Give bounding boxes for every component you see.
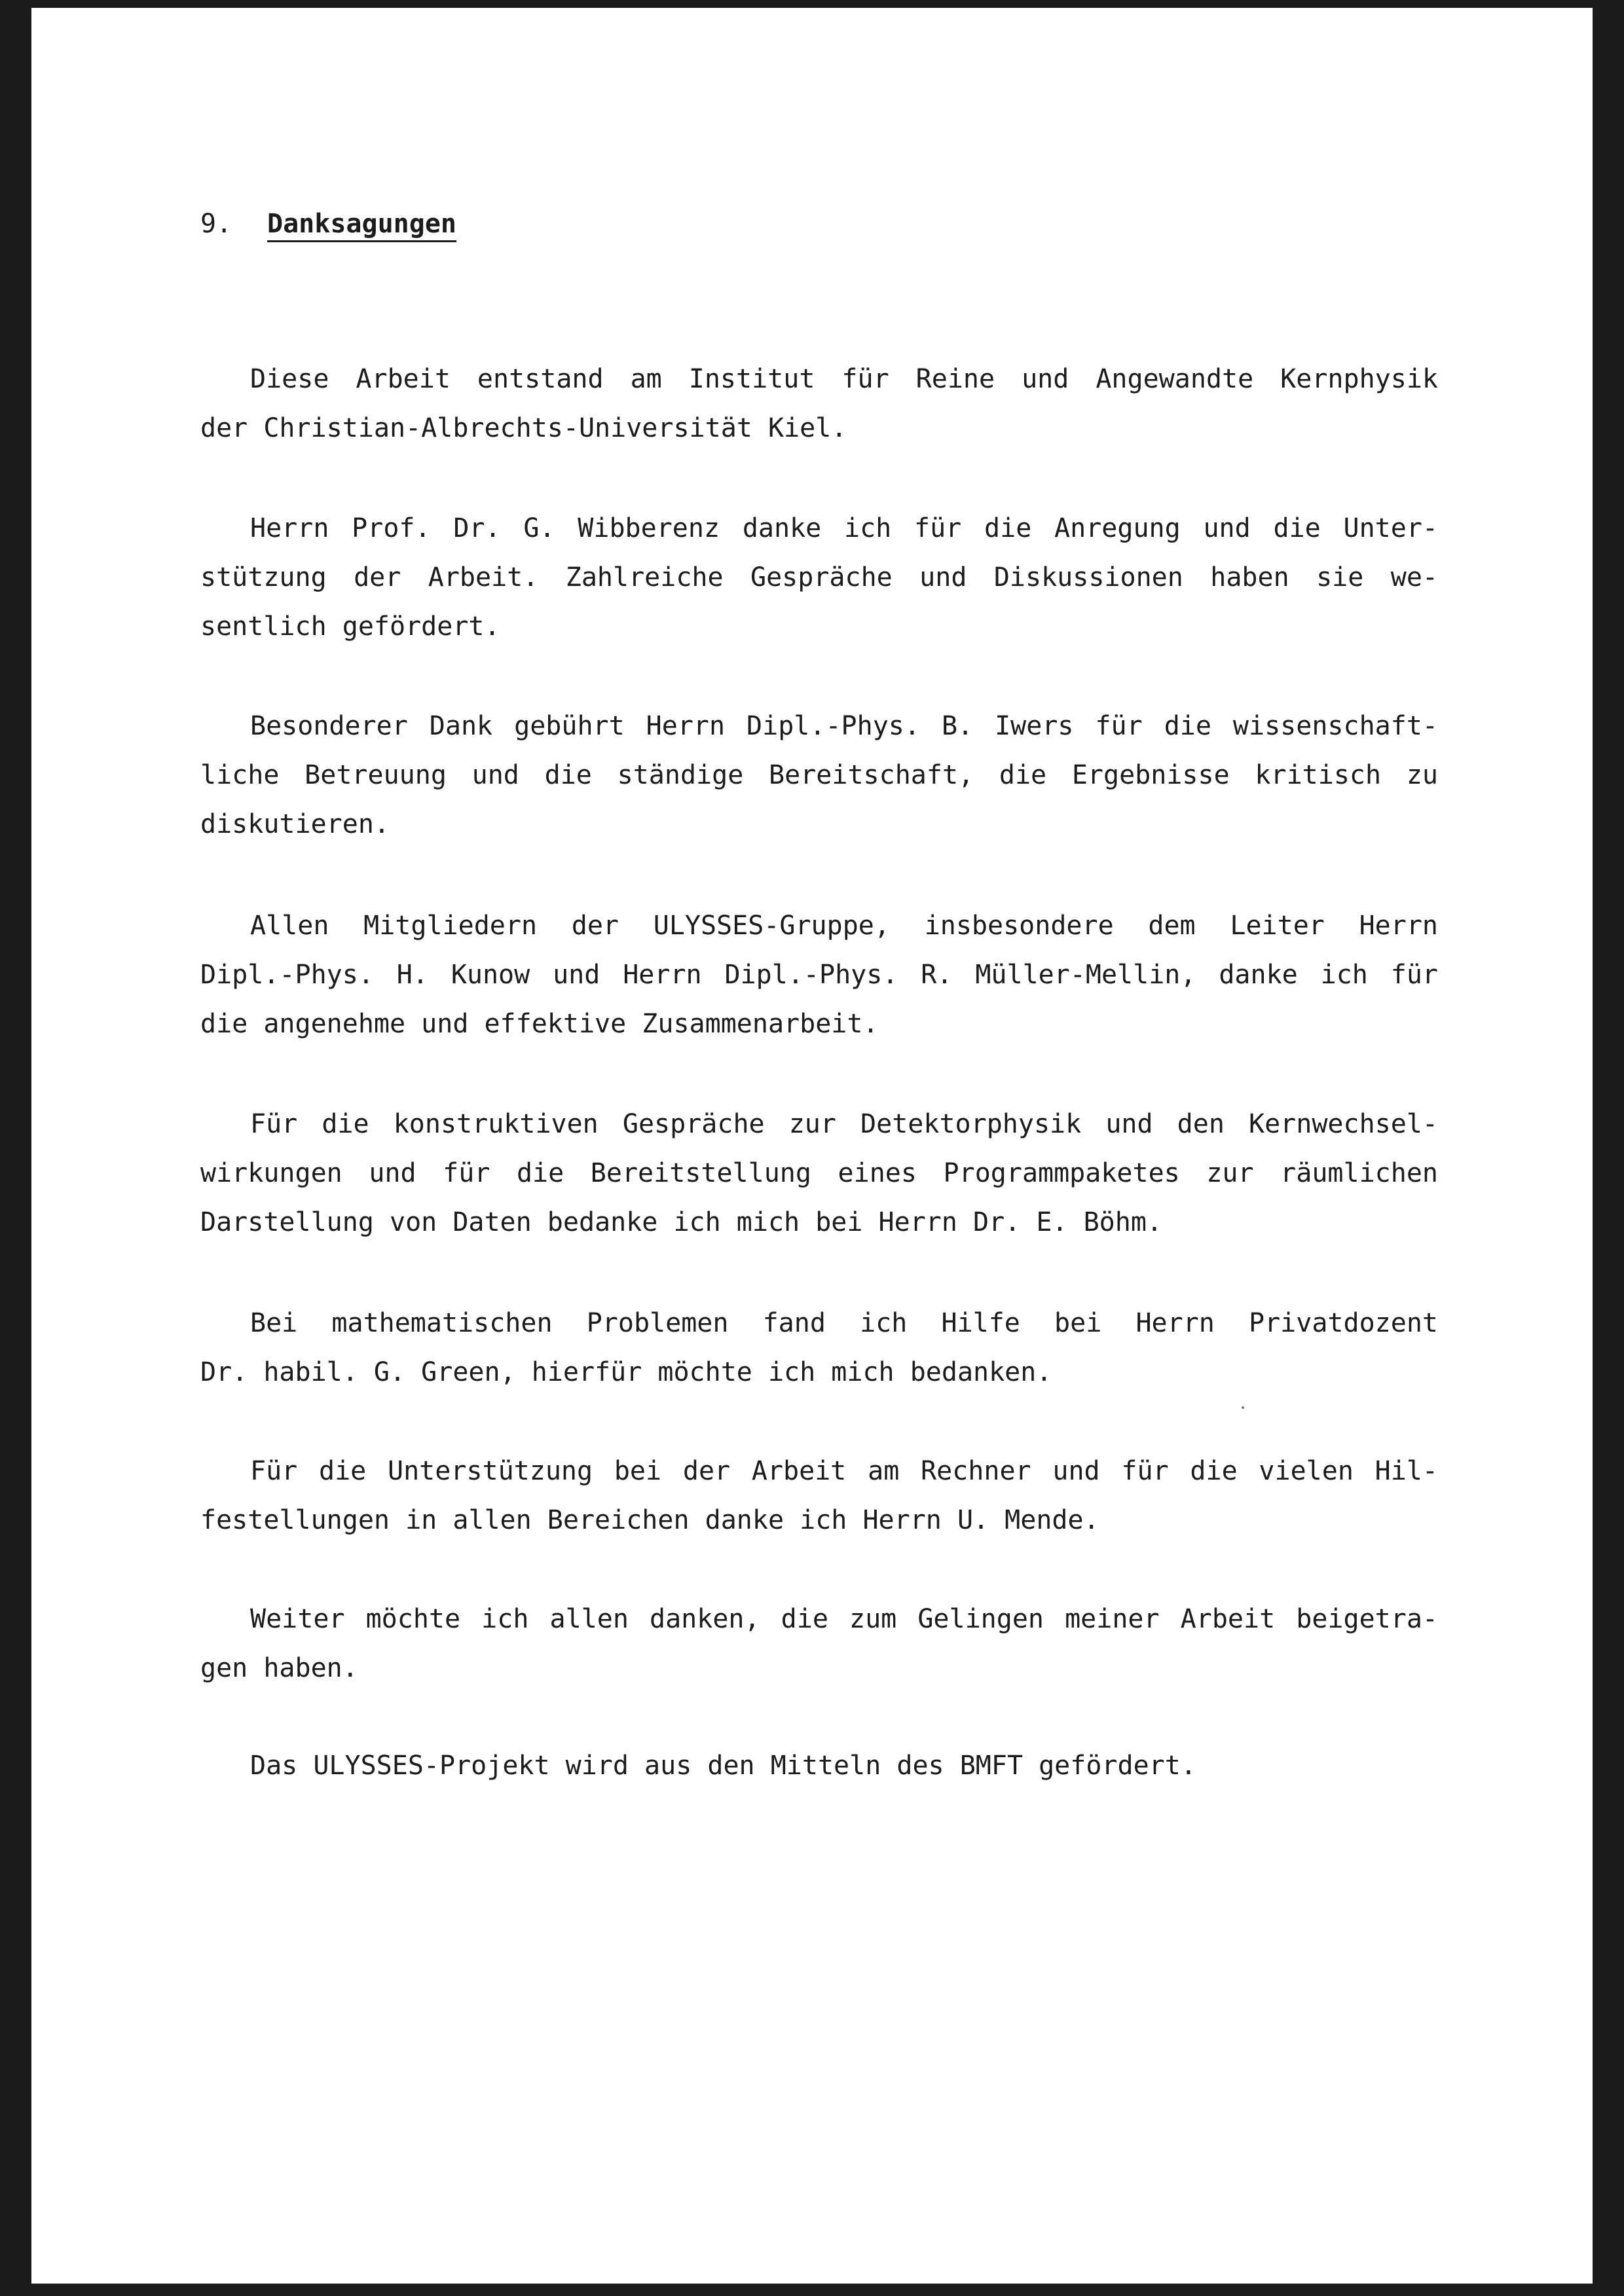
- paragraph-line: Weiter möchte ich allen danken, die zum Gelingen meiner Arbeit beigetra-: [250, 1604, 1438, 1634]
- paragraph-line: Besonderer Dank gebührt Herrn Dipl.-Phys. B. Iwers für die wissenschaft-: [250, 711, 1438, 741]
- paragraph-wibberenz: [200, 504, 1438, 651]
- paragraph-line: Das ULYSSES-Projekt wird aus den Mitteln des BMFT gefördert.: [250, 1751, 1196, 1781]
- paragraph-institute: [200, 355, 1438, 453]
- paragraph-line: Darstellung von Daten bedanke ich mich bei Herrn Dr. E. Böhm.: [200, 1207, 1163, 1237]
- paragraph-line: Allen Mitgliedern der ULYSSES-Gruppe, insbesondere dem Leiter Herrn: [250, 911, 1438, 941]
- paragraph-funding: [200, 1741, 1438, 1791]
- paragraph-line: liche Betreuung und die ständige Bereitschaft, die Ergebnisse kritisch zu: [200, 760, 1438, 790]
- paragraph-iwers: [200, 702, 1438, 849]
- paragraph-line: Für die Unterstützung bei der Arbeit am Rechner und für die vielen Hil-: [250, 1456, 1438, 1486]
- paragraph-line: die angenehme und effektive Zusammenarbeit.: [200, 1009, 879, 1039]
- paragraph-line: Bei mathematischen Problemen fand ich Hilfe bei Herrn Privatdozent: [250, 1308, 1438, 1338]
- paragraph-ulysses-group: [200, 902, 1438, 1049]
- section-number: 9.: [200, 209, 232, 239]
- paragraph-thanks-all: [200, 1595, 1438, 1693]
- section-title: Danksagungen: [267, 209, 456, 239]
- paragraph-line: festellungen in allen Bereichen danke ich Herrn U. Mende.: [200, 1505, 1099, 1535]
- paragraph-line: sentlich gefördert.: [200, 611, 500, 642]
- section-heading: [200, 211, 456, 237]
- paragraph-line: wirkungen und für die Bereitstellung eines Programmpaketes zur räumlichen: [200, 1158, 1438, 1188]
- paragraph-line: Dr. habil. G. Green, hierfür möchte ich mich bedanken.: [200, 1357, 1052, 1387]
- paragraph-line: gen haben.: [200, 1653, 358, 1683]
- paragraph-green: [200, 1299, 1438, 1397]
- paragraph-line: Dipl.-Phys. H. Kunow und Herrn Dipl.-Phys. R. Müller-Mellin, danke ich für: [200, 960, 1438, 990]
- paragraph-boehm: [200, 1100, 1438, 1247]
- paragraph-line: der Christian-Albrechts-Universität Kiel.: [200, 413, 847, 443]
- paragraph-line: Diese Arbeit entstand am Institut für Reine und Angewandte Kernphysik: [250, 364, 1438, 394]
- paragraph-line: diskutieren.: [200, 809, 390, 839]
- paragraph-mende: [200, 1447, 1438, 1545]
- paragraph-line: stützung der Arbeit. Zahlreiche Gespräche und Diskussionen haben sie we-: [200, 562, 1438, 592]
- scan-speck: [1242, 1406, 1244, 1409]
- paragraph-line: Herrn Prof. Dr. G. Wibberenz danke ich für die Anregung und die Unter-: [250, 513, 1438, 543]
- paragraph-line: Für die konstruktiven Gespräche zur Detektorphysik und den Kernwechsel-: [250, 1109, 1438, 1139]
